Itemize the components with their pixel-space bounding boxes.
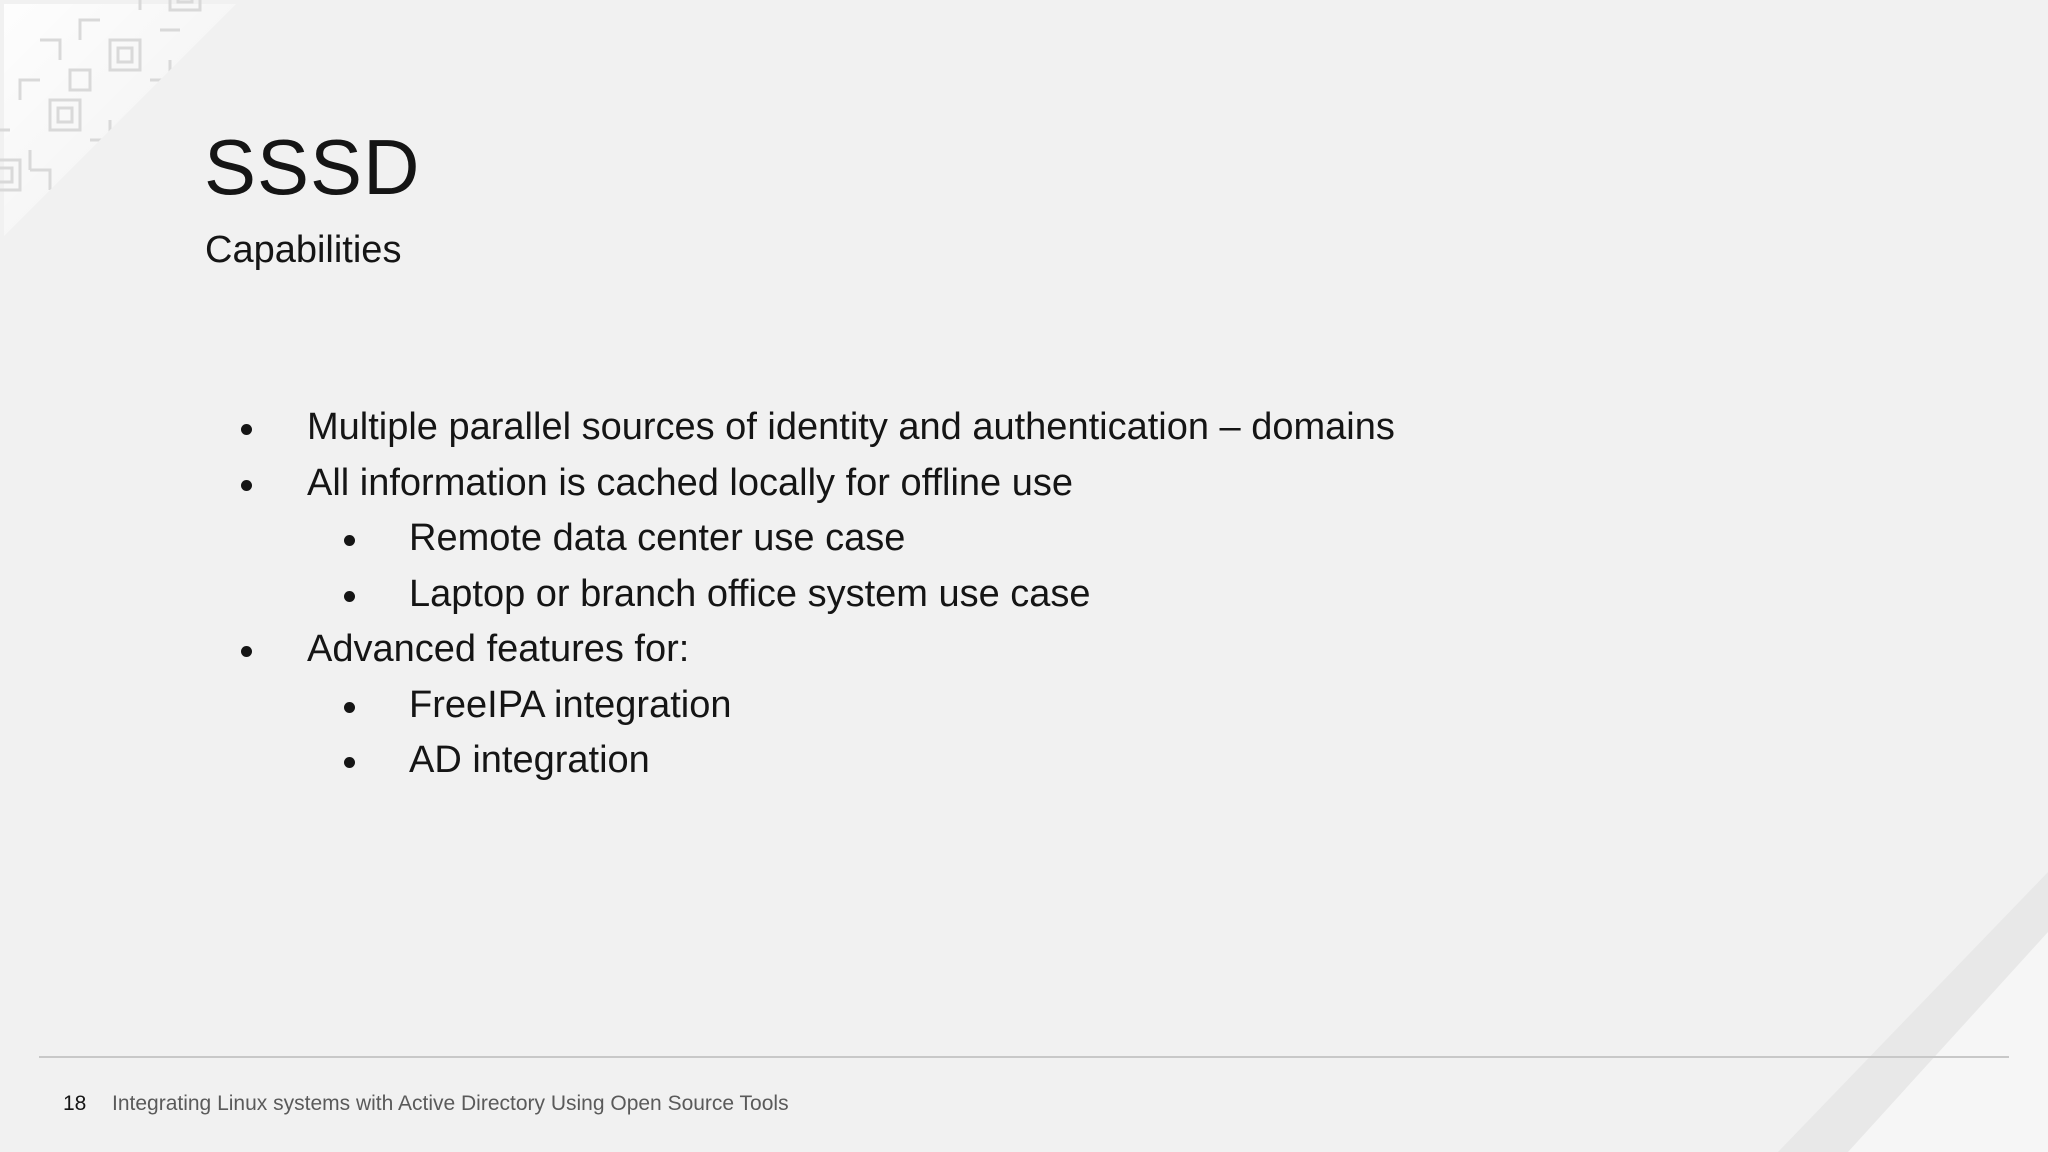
bullet-item [0,400,1800,456]
sub-bullet-item [0,567,1800,623]
bullet-text: Multiple parallel sources of identity and authentication – domains [307,406,1395,448]
bullet-text: Advanced features for: [307,628,690,670]
sub-bullet-item [0,733,1800,789]
bullet-item [0,622,1800,678]
bullet-text: Remote data center use case [409,517,906,559]
corner-shape-decoration [1648,752,2048,1152]
bullet-list [0,400,1800,789]
bullet-text: All information is cached locally for offline use [307,461,1074,504]
sub-bullet-item [0,678,1800,734]
bullet-text: Laptop or branch office system use case [409,572,1091,615]
bullet-dot-icon [241,646,252,657]
page-number: 18 [63,1092,87,1115]
sub-bullet-item [0,511,1800,567]
bullet-dot-icon [344,757,355,768]
footer-divider [39,1056,2009,1058]
bullet-text: FreeIPA integration [409,683,732,726]
footer-presentation-title: Integrating Linux systems with Active Directory Using Open Source Tools [112,1092,789,1115]
slide-subtitle: Capabilities [205,229,402,271]
bullet-dot-icon [344,535,355,546]
bullet-dot-icon [241,480,252,491]
bullet-item [0,456,1800,512]
bullet-dot-icon [344,702,355,713]
bullet-text: AD integration [409,739,650,781]
slide-title: SSSD [204,123,421,211]
bullet-dot-icon [241,424,252,435]
bullet-dot-icon [344,591,355,602]
